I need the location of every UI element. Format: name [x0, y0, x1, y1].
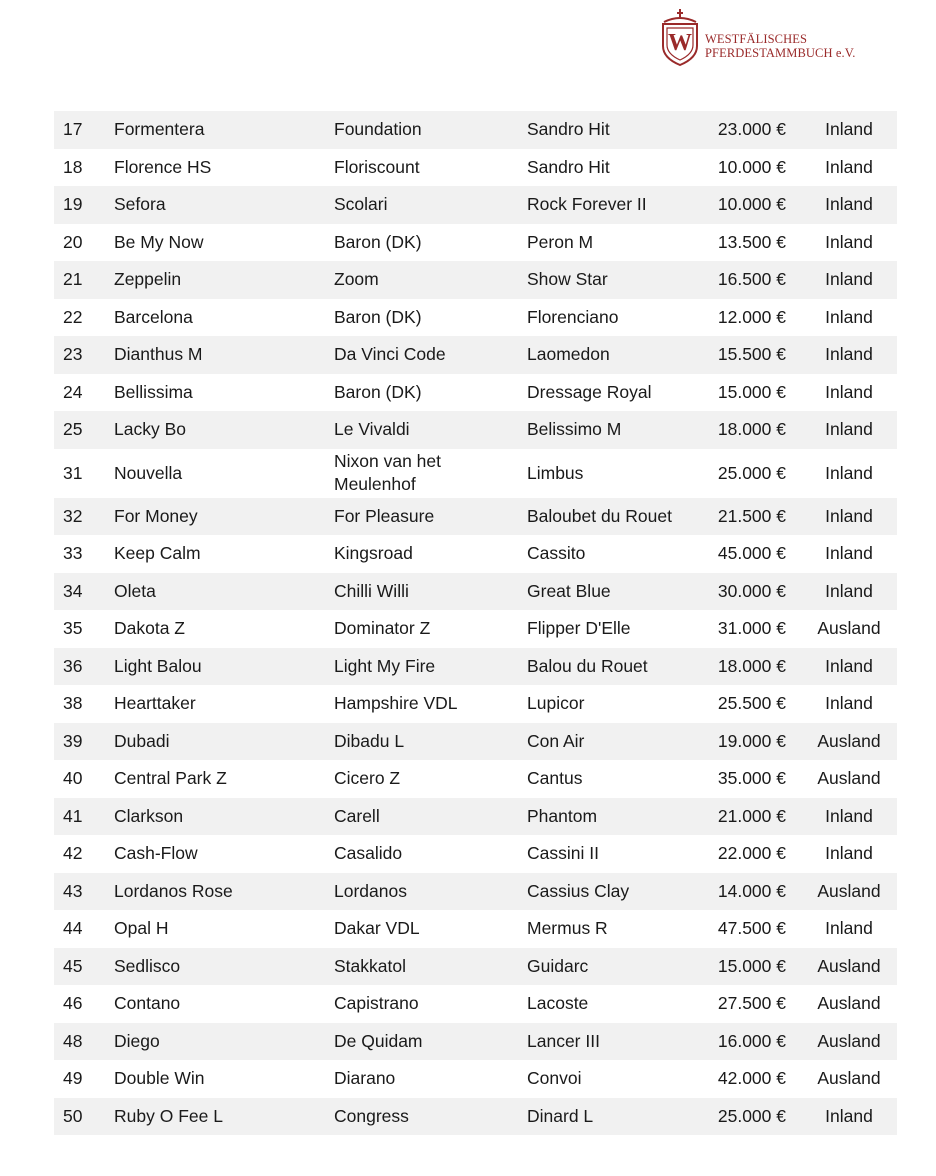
row-number-cell: 35	[63, 618, 83, 639]
price-cell: 21.000 €	[717, 805, 786, 826]
row-number-cell: 25	[63, 419, 83, 440]
dam-sire-name-cell: Belissimo M	[527, 419, 622, 440]
sire-name-cell: Kingsroad	[334, 543, 413, 564]
dam-sire-name-cell: Flipper D'Elle	[527, 618, 631, 639]
buyer-region-cell: Inland	[825, 805, 873, 826]
horse-name-cell: Florence HS	[114, 156, 212, 177]
horse-name-cell: For Money	[114, 505, 198, 526]
buyer-region-cell: Inland	[825, 918, 873, 939]
horse-name-cell: Dubadi	[114, 730, 170, 751]
dam-sire-name-cell: Cantus	[527, 768, 583, 789]
dam-sire-name-cell: Great Blue	[527, 580, 611, 601]
sire-name-cell: Stakkatol	[334, 955, 406, 976]
sire-name-cell: Diarano	[334, 1068, 396, 1089]
sire-name-cell: Carell	[334, 805, 380, 826]
sire-name-cell: Floriscount	[334, 156, 420, 177]
dam-sire-name-cell: Florenciano	[527, 306, 619, 327]
row-number-cell: 48	[63, 1030, 83, 1051]
horse-name-cell: Be My Now	[114, 231, 204, 252]
row-number-cell: 50	[63, 1105, 83, 1126]
horse-name-cell: Contano	[114, 993, 181, 1014]
dam-sire-name-cell: Cassini II	[527, 843, 599, 864]
table-row	[54, 948, 897, 986]
horse-name-cell: Diego	[114, 1030, 160, 1051]
horse-name-cell: Zeppelin	[114, 269, 182, 290]
buyer-region-cell: Inland	[825, 194, 873, 215]
shield-crest-icon	[658, 6, 702, 68]
table-row	[54, 449, 897, 498]
sire-name-cell: Baron (DK)	[334, 381, 422, 402]
buyer-region-cell: Inland	[825, 655, 873, 676]
buyer-region-cell: Inland	[825, 419, 873, 440]
price-cell: 47.500 €	[717, 918, 786, 939]
row-number-cell: 23	[63, 344, 83, 365]
sire-name-cell: Dibadu L	[334, 730, 405, 751]
buyer-region-cell: Inland	[825, 156, 873, 177]
logo-letter: W	[668, 30, 692, 56]
price-cell: 13.500 €	[717, 231, 786, 252]
table-row	[54, 873, 897, 911]
table-row	[54, 798, 897, 836]
table-row	[54, 299, 897, 337]
buyer-region-cell: Ausland	[817, 955, 881, 976]
row-number-cell: 31	[63, 462, 83, 483]
row-number-cell: 21	[63, 269, 83, 290]
row-number-cell: 41	[63, 805, 83, 826]
row-number-cell: 45	[63, 955, 83, 976]
price-cell: 42.000 €	[717, 1068, 786, 1089]
horse-name-cell: Barcelona	[114, 306, 193, 327]
sire-name-cell: Baron (DK)	[334, 306, 422, 327]
buyer-region-cell: Ausland	[817, 1030, 881, 1051]
buyer-region-cell: Ausland	[817, 730, 881, 751]
row-number-cell: 42	[63, 843, 83, 864]
table-row	[54, 685, 897, 723]
buyer-region-cell: Inland	[825, 693, 873, 714]
dam-sire-name-cell: Sandro Hit	[527, 119, 610, 140]
price-cell: 35.000 €	[717, 768, 786, 789]
horse-name-cell: Double Win	[114, 1068, 205, 1089]
sire-name-cell: Dominator Z	[334, 618, 431, 639]
buyer-region-cell: Inland	[825, 381, 873, 402]
buyer-region-cell: Inland	[825, 843, 873, 864]
dam-sire-name-cell: Show Star	[527, 269, 608, 290]
dam-sire-name-cell: Lancer III	[527, 1030, 600, 1051]
row-number-cell: 46	[63, 993, 83, 1014]
dam-sire-name-cell: Dressage Royal	[527, 381, 652, 402]
row-number-cell: 49	[63, 1068, 83, 1089]
dam-sire-name-cell: Cassius Clay	[527, 880, 630, 901]
table-row	[54, 835, 897, 873]
buyer-region-cell: Ausland	[817, 618, 881, 639]
sire-name-cell: Le Vivaldi	[334, 419, 410, 440]
price-cell: 23.000 €	[717, 119, 786, 140]
horse-name-cell: Oleta	[114, 580, 156, 601]
buyer-region-cell: Inland	[825, 269, 873, 290]
table-row	[54, 261, 897, 299]
sire-name-cell: For Pleasure	[334, 505, 435, 526]
horse-name-cell: Nouvella	[114, 462, 183, 483]
table-row	[54, 111, 897, 149]
price-cell: 18.000 €	[717, 655, 786, 676]
table-row	[54, 535, 897, 573]
price-cell: 21.500 €	[717, 505, 786, 526]
sire-name-cell: Da Vinci Code	[334, 344, 446, 365]
sire-name-cell: Lordanos	[334, 880, 407, 901]
table-row	[54, 224, 897, 262]
table-row	[54, 411, 897, 449]
dam-sire-name-cell: Balou du Rouet	[527, 655, 648, 676]
row-number-cell: 20	[63, 231, 83, 252]
price-cell: 27.500 €	[717, 993, 786, 1014]
price-cell: 10.000 €	[717, 156, 786, 177]
row-number-cell: 36	[63, 655, 83, 676]
dam-sire-name-cell: Cassito	[527, 543, 586, 564]
price-cell: 19.000 €	[717, 730, 786, 751]
horse-name-cell: Dianthus M	[114, 344, 203, 365]
dam-sire-name-cell: Phantom	[527, 805, 598, 826]
price-cell: 25.500 €	[717, 693, 786, 714]
table-row	[54, 910, 897, 948]
dam-sire-name-cell: Peron M	[527, 231, 594, 252]
dam-sire-name-cell: Sandro Hit	[527, 156, 610, 177]
dam-sire-name-cell: Rock Forever II	[527, 194, 647, 215]
price-cell: 15.500 €	[717, 344, 786, 365]
horse-name-cell: Hearttaker	[114, 693, 196, 714]
buyer-region-cell: Inland	[825, 462, 873, 483]
sire-name-cell: Hampshire VDL	[334, 693, 458, 714]
dam-sire-name-cell: Lacoste	[527, 993, 589, 1014]
horse-name-cell: Clarkson	[114, 805, 184, 826]
price-cell: 22.000 €	[717, 843, 786, 864]
buyer-region-cell: Inland	[825, 306, 873, 327]
sire-name-cell: Casalido	[334, 843, 403, 864]
sire-name-cell: Zoom	[334, 269, 379, 290]
row-number-cell: 34	[63, 580, 83, 601]
brand-line-2: PFERDESTAMMBUCH e.V.	[705, 46, 856, 60]
row-number-cell: 40	[63, 768, 83, 789]
price-cell: 12.000 €	[717, 306, 786, 327]
table-row	[54, 498, 897, 536]
horse-name-cell: Central Park Z	[114, 768, 227, 789]
price-cell: 45.000 €	[717, 543, 786, 564]
horse-name-cell: Light Balou	[114, 655, 202, 676]
horse-name-cell: Cash-Flow	[114, 843, 198, 864]
buyer-region-cell: Ausland	[817, 1068, 881, 1089]
horse-price-table	[54, 111, 897, 1135]
dam-sire-name-cell: Convoi	[527, 1068, 582, 1089]
table-row	[54, 985, 897, 1023]
row-number-cell: 32	[63, 505, 83, 526]
table-row	[54, 336, 897, 374]
row-number-cell: 39	[63, 730, 83, 751]
dam-sire-name-cell: Laomedon	[527, 344, 610, 365]
buyer-region-cell: Inland	[825, 505, 873, 526]
horse-name-cell: Ruby O Fee L	[114, 1105, 223, 1126]
buyer-region-cell: Inland	[825, 543, 873, 564]
brand-line-1: WESTFÄLISCHES	[705, 32, 808, 46]
horse-name-cell: Lacky Bo	[114, 419, 186, 440]
row-number-cell: 18	[63, 156, 83, 177]
table-row	[54, 374, 897, 412]
buyer-region-cell: Ausland	[817, 880, 881, 901]
table-row	[54, 760, 897, 798]
table-row	[54, 1023, 897, 1061]
buyer-region-cell: Inland	[825, 1105, 873, 1126]
dam-sire-name-cell: Guidarc	[527, 955, 589, 976]
price-cell: 30.000 €	[717, 580, 786, 601]
sire-name-cell: Dakar VDL	[334, 918, 420, 939]
price-cell: 16.500 €	[717, 269, 786, 290]
table-row	[54, 648, 897, 686]
horse-name-cell: Bellissima	[114, 381, 193, 402]
row-number-cell: 22	[63, 306, 83, 327]
buyer-region-cell: Ausland	[817, 768, 881, 789]
buyer-region-cell: Inland	[825, 344, 873, 365]
price-cell: 10.000 €	[717, 194, 786, 215]
row-number-cell: 38	[63, 693, 83, 714]
horse-name-cell: Sefora	[114, 194, 166, 215]
sire-name-cell: Congress	[334, 1105, 409, 1126]
price-cell: 25.000 €	[717, 1105, 786, 1126]
sire-name-cell: Cicero Z	[334, 768, 401, 789]
sire-name-cell: Light My Fire	[334, 655, 436, 676]
price-cell: 14.000 €	[717, 880, 786, 901]
horse-name-cell: Sedlisco	[114, 955, 181, 976]
sire-name-cell: Chilli Willi	[334, 580, 409, 601]
sire-name-cell: De Quidam	[334, 1030, 423, 1051]
horse-name-cell: Lordanos Rose	[114, 880, 233, 901]
table-row	[54, 723, 897, 761]
buyer-region-cell: Ausland	[817, 993, 881, 1014]
buyer-region-cell: Inland	[825, 580, 873, 601]
sire-name-cell: Capistrano	[334, 993, 419, 1014]
dam-sire-name-cell: Con Air	[527, 730, 585, 751]
row-number-cell: 19	[63, 194, 83, 215]
dam-sire-name-cell: Baloubet du Rouet	[527, 505, 672, 526]
table-row	[54, 1060, 897, 1098]
dam-sire-name-cell: Dinard L	[527, 1105, 594, 1126]
sire-name-cell: Foundation	[334, 119, 422, 140]
brand-logo	[658, 6, 888, 68]
price-cell: 15.000 €	[717, 955, 786, 976]
sire-name-cell: Baron (DK)	[334, 231, 422, 252]
horse-name-cell: Dakota Z	[114, 618, 185, 639]
price-cell: 31.000 €	[717, 618, 786, 639]
table-row	[54, 610, 897, 648]
buyer-region-cell: Inland	[825, 231, 873, 252]
horse-name-cell: Formentera	[114, 119, 205, 140]
horse-name-cell: Keep Calm	[114, 543, 201, 564]
sire-name-cell: Scolari	[334, 194, 388, 215]
row-number-cell: 24	[63, 381, 83, 402]
dam-sire-name-cell: Lupicor	[527, 693, 585, 714]
row-number-cell: 17	[63, 119, 83, 140]
row-number-cell: 33	[63, 543, 83, 564]
price-cell: 25.000 €	[717, 462, 786, 483]
price-cell: 18.000 €	[717, 419, 786, 440]
table-row	[54, 149, 897, 187]
table-row	[54, 573, 897, 611]
table-row	[54, 1098, 897, 1136]
brand-name	[705, 32, 855, 60]
dam-sire-name-cell: Limbus	[527, 462, 584, 483]
dam-sire-name-cell: Mermus R	[527, 918, 608, 939]
table-row	[54, 186, 897, 224]
row-number-cell: 43	[63, 880, 83, 901]
price-cell: 16.000 €	[717, 1030, 786, 1051]
horse-name-cell: Opal H	[114, 918, 169, 939]
buyer-region-cell: Inland	[825, 119, 873, 140]
sire-name-cell: Nixon van het Meulenhof	[334, 451, 442, 494]
row-number-cell: 44	[63, 918, 83, 939]
price-cell: 15.000 €	[717, 381, 786, 402]
